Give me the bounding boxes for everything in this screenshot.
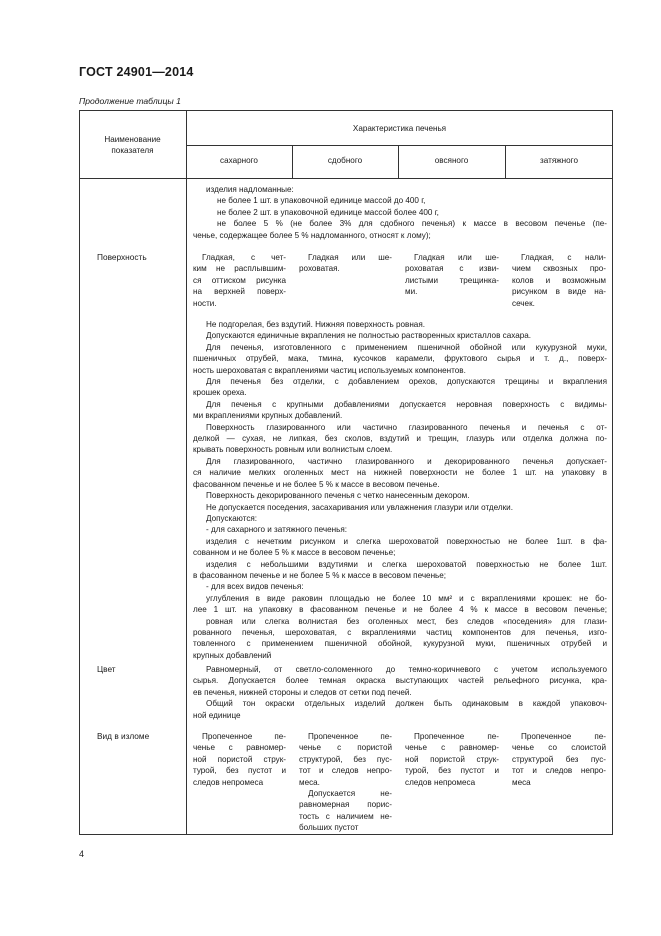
page-number: 4 — [79, 849, 85, 859]
indicator-header: Наименование показателя — [104, 135, 161, 156]
subcol-tough: затяжного — [540, 156, 578, 165]
surface-requirements-text: Не подгорелая, без вздутий. Нижняя поверхность ровная. Допускаются единичные вкрапления не полностью растворенных кристаллов сахара. Для печенья, изготовленного с применением пшеничной обойной или кукурузной муки, пшеничных отрубей, мака, тмина, кусочков карамели, фруктового сырья и т. д., поверх- ность шероховатая с вкраплениями частиц используемых компонентов. Для печенья без отделки, с добавлением орехов, допускаются трещины и вкрапления крошек ореха. Для печенья с крупными добавлениями допускается неровная поверхность с видимы- ми вкраплениями крупных добавлений. Поверхность глазированного или частично глазированного печенья и печенья с от- делкой — сухая, не липкая, без сколов, вздутий и трещин, глазурь или отделка должна по- крывать поверхность ровным или волнистым слоем. Для глазированного, частично глазированного и декорированного печенья допускает- ся наличие мелких оголенных мест на нижней поверхности не более 1 шт. на упаковку в фасованном печенье и не более 5 % к массе в весовом печенье. Поверхность декорированного печенья с четко нанесенным декором. Не допускается поседения, засахаривания или увлажнения глазури или отделки. Допускаются: - для сахарного и затяжного печенья: изделия с нечетким рисунком и слегка шероховатой поверхностью не более 1шт. в фа- сованном и не более 5 % к массе в весовом печенье; изделия с небольшими вздутиями и слегка шероховатой поверхностью не более 1шт. в фасованном печенье и не более 5 % к массе в весовом печенье; - для всех видов печенья: углубления в виде раковин площадью не более 10 мм² и с вкраплениями крошек: не бо- лее 1 шт. на упаковку в фасованном печенье и не более 4 % к массе в весовом печенье; ровная или слегка волнистая без оголенных мест, без следов «поседения» для глази- рованного печенья, шероховатая, с вкраплениями частиц компонентов для печенья, изго- товленного с применением пшеничной обойной, кукурузной муки, пшеничных отрубей и крупных добавлений — [193, 320, 607, 660]
row-label-color: Цвет — [97, 664, 116, 674]
subcol-rich: сдобного — [327, 156, 363, 165]
fracture-tough-cell: Пропеченное пе- ченье со слоистой структурой без пус- тот и следов непро- меса — [512, 732, 606, 787]
divider-header-bottom — [79, 178, 613, 179]
surface-tough-cell: Гладкая, с нали- чием сквозных про- колов и возможным рисунком в виде на- сечек. — [512, 253, 606, 308]
color-requirements-text: Равномерный, от светло-соломенного до темно-коричневого с учетом используемого сырья. Допускается более темная окраска выступающих частей рельефного рисунка, кра- ев печенья, нижней стороны и следов от сетки под печей. Общий тон окраски отдельных изделий должен быть одинаковым в каждой упаковоч- ной единице — [193, 665, 607, 720]
surface-sugar-cell: Гладкая, с чет- ким не расплывшим- ся оттиском рисунка на верхней поверх- ности. — [193, 253, 286, 308]
broken-items-text: изделия надломанные: не более 1 шт. в упаковочной единице массой до 400 г, не более 2 шт. в упаковочной единице массой более 400 г, не более 5 % (не более 3% для сдобного печенья) к массе в весовом печенье (пе- ченье, содержащее более 5 % надломанного, относят к лому); — [193, 185, 607, 240]
row-label-surface: Поверхность — [97, 252, 147, 262]
fracture-oat-cell: Пропеченное пе- ченье с равномер- ной пористой струк- турой, без пустот и следов непромеса — [405, 732, 499, 787]
characteristic-header: Характеристика печенья — [352, 124, 447, 133]
subcol-sugar: сахарного — [220, 156, 258, 165]
surface-rich-cell: Гладкая или ше- роховатая. — [299, 253, 392, 274]
fracture-rich-cell: Пропеченное пе- ченье с пористой структурой, без пус- тот и следов непро- меса. Допускается не- равномерная порис- тость с наличием не- больших пустот — [299, 732, 392, 833]
divider-header-mid — [186, 145, 613, 146]
fracture-sugar-cell: Пропеченное пе- ченье с равномер- ной пористой струк- турой, без пустот и следов непромеса — [193, 732, 286, 787]
table-caption: Продолжение таблицы 1 — [79, 96, 181, 106]
divider-indicator-column — [186, 110, 187, 835]
subcol-oat: овсяного — [434, 156, 469, 165]
document-header: ГОСТ 24901—2014 — [79, 65, 194, 79]
row-label-fracture: Вид в изломе — [97, 731, 150, 741]
surface-oat-cell: Гладкая или ше- роховатая с изви- листыми трещинка- ми. — [405, 253, 499, 297]
